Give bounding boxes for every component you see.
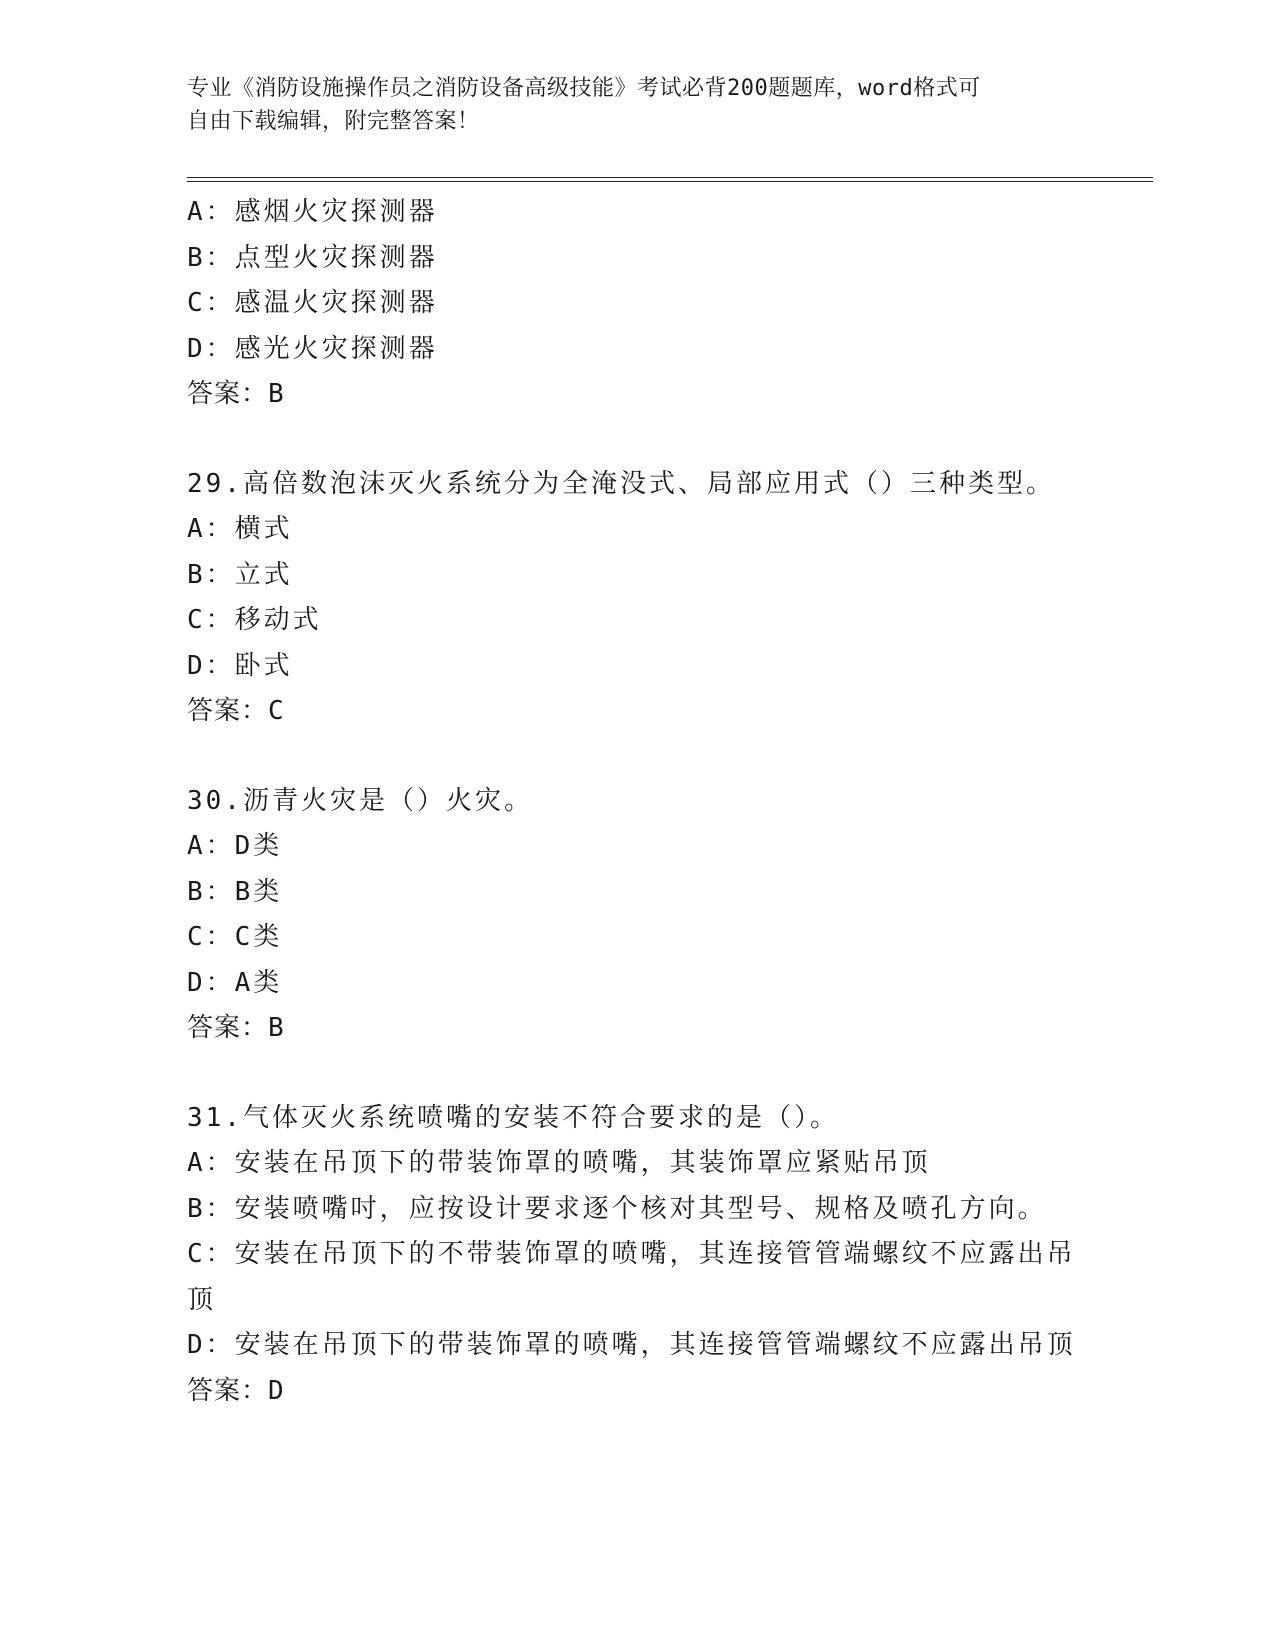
header-line-1: 专业《消防设施操作员之消防设备高级技能》考试必背200题题库，word格式可: [187, 76, 981, 101]
question-31: [187, 1096, 1087, 1415]
answer: 答案：B: [187, 379, 285, 409]
question-list: [187, 190, 1087, 1414]
option-a: A：横式: [187, 514, 293, 544]
option-d: D：安装在吊顶下的带装饰罩的喷嘴，其连接管管端螺纹不应露出吊顶: [187, 1330, 1076, 1360]
answer: 答案：B: [187, 1013, 285, 1043]
option-c: C：移动式: [187, 605, 322, 635]
document-header: [187, 72, 1087, 138]
answer: 答案：C: [187, 696, 285, 726]
option-a: A：感烟火灾探测器: [187, 197, 438, 227]
answer: 答案：D: [187, 1375, 285, 1406]
header-line-2: 自由下载编辑，附完整答案！: [187, 109, 480, 134]
question-stem: 29.高倍数泡沫灭火系统分为全淹没式、局部应用式（）三种类型。: [187, 468, 1055, 499]
header-divider: [187, 177, 1153, 182]
option-c: C：C类: [187, 922, 283, 952]
option-b: B：立式: [187, 559, 293, 590]
option-d: D：卧式: [187, 650, 293, 681]
option-b: B：B类: [187, 876, 283, 907]
question-stem: 30.沥青火灾是（）火灾。: [187, 785, 533, 816]
option-d: D：感光火灾探测器: [187, 333, 438, 364]
option-a: A：D类: [187, 831, 283, 861]
question-30: [187, 779, 1087, 1052]
option-d: D：A类: [187, 967, 283, 998]
question-28: [187, 190, 1087, 418]
option-b: B：点型火灾探测器: [187, 242, 438, 273]
question-29: [187, 462, 1087, 735]
option-a: A：安装在吊顶下的带装饰罩的喷嘴，其装饰罩应紧贴吊顶: [187, 1148, 931, 1178]
option-c: C：安装在吊顶下的不带装饰罩的喷嘴，其连接管管端螺纹不应露出吊顶: [187, 1239, 1076, 1315]
option-b: B：安装喷嘴吋，应按设计要求逐个核对其型号、规格及喷孔方向。: [187, 1193, 1047, 1224]
question-stem: 31.气体灭火系统喷嘴的安装不符合要求的是（）。: [187, 1102, 839, 1133]
option-c: C：感温火灾探测器: [187, 288, 438, 318]
